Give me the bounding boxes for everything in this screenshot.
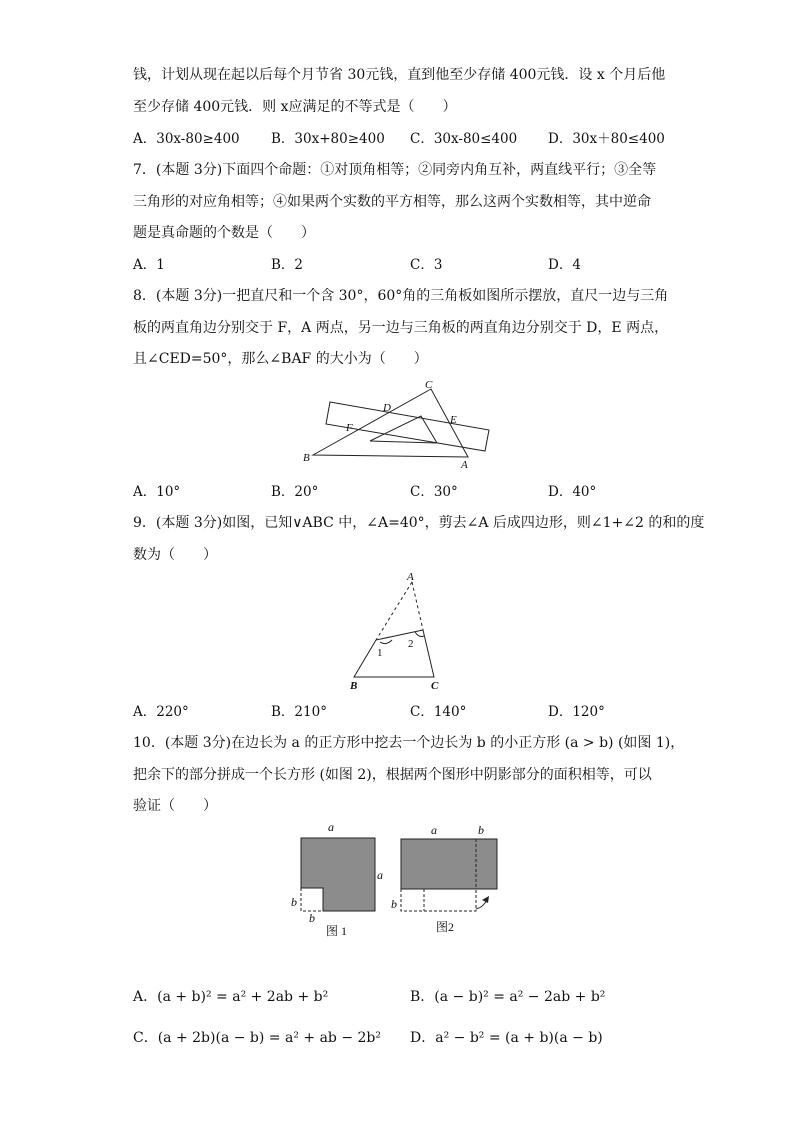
q9-label-b: B	[350, 680, 358, 692]
q8-label-d: D	[383, 402, 391, 414]
q9-label-2: 2	[408, 638, 414, 650]
q6-option-b: B．30x+80≥400	[271, 131, 385, 147]
q8-line3: 且∠CED=50°，那么∠BAF 的大小为（ ）	[133, 351, 428, 367]
q8-label-a: A	[461, 459, 468, 471]
q8-label-c: C	[425, 379, 433, 391]
q10-fig1-caption: 图 1	[326, 924, 348, 938]
q10-fig2-label-top-a: a	[431, 823, 437, 837]
q8-ruler-triangle-figure	[296, 374, 496, 472]
q7-option-c: C．3	[410, 257, 443, 273]
q10-option-c: C．(a + 2b)(a − b) = a² + ab − 2b²	[133, 1030, 381, 1046]
q9-option-c: C．140°	[410, 704, 467, 720]
q7-option-a: A．1	[133, 257, 165, 273]
q7-line2: 三角形的对应角相等；④如果两个实数的平方相等，那么这两个实数相等，其中逆命	[133, 194, 651, 210]
q8-option-d: D．40°	[548, 484, 597, 500]
q6-line2: 至少存储 400元钱．则 x应满足的不等式是（ ）	[133, 99, 457, 115]
q9-label-a: A	[407, 571, 414, 583]
q10-fig1-label-top-a: a	[328, 820, 334, 834]
q10-line1: 10．(本题 3分)在边长为 a 的正方形中挖去一个边长为 b 的小正方形 (a > b) (如图 1)，	[133, 735, 685, 751]
q10-fig1-label-bottom-b: b	[309, 911, 315, 925]
q9-label-1: 1	[377, 647, 383, 659]
q10-line2: 把余下的部分拼成一个长方形 (如图 2)，根据两个图形中阴影部分的面积相等，可以	[133, 767, 652, 783]
q8-option-c: C．30°	[410, 484, 458, 500]
q6-line1: 钱，计划从现在起以后每个月节省 30元钱，直到他至少存储 400元钱．设 x 个月后他	[133, 67, 666, 83]
q8-label-e: E	[450, 414, 457, 426]
q10-fig1-label-left-b: b	[291, 895, 297, 909]
q6-option-d: D．30x＋80≤400	[548, 131, 665, 147]
q10-fig2-caption: 图2	[436, 920, 455, 934]
q7-line1: 7．(本题 3分)下面四个命题：①对顶角相等；②同旁内角互补，两直线平行；③全等	[133, 162, 657, 178]
q10-line3: 验证（ ）	[133, 798, 217, 814]
q10-option-d: D．a² − b² = (a + b)(a − b)	[410, 1030, 603, 1046]
q10-fig1-label-right-a: a	[377, 868, 383, 882]
q8-line2: 板的两直角边分别交于 F，A 两点，另一边与三角板的两直角边分别交于 D，E 两点，	[133, 320, 669, 336]
q9-option-d: D．120°	[548, 704, 605, 720]
q7-line3: 题是真命题的个数是（ ）	[133, 225, 315, 241]
q10-option-a: A．(a + b)² = a² + 2ab + b²	[133, 989, 329, 1005]
q9-option-a: A．220°	[133, 704, 189, 720]
q10-fig2-shaded-rectangle	[401, 839, 497, 889]
q9-quadrilateral	[354, 630, 434, 677]
q7-option-d: D．4	[548, 257, 581, 273]
q8-option-a: A．10°	[133, 484, 181, 500]
q8-label-f: F	[346, 422, 353, 434]
q10-fig2-label-left-b: b	[391, 897, 397, 911]
q8-option-b: B．20°	[271, 484, 319, 500]
q7-option-b: B．2	[271, 257, 304, 273]
q10-figure-1	[285, 818, 385, 940]
q8-outer-triangle	[313, 389, 468, 457]
q6-option-c: C．30x-80≤400	[410, 131, 518, 147]
q10-figure-2	[388, 818, 503, 940]
q9-line1: 9．(本题 3分)如图，已知∨ABC 中，∠A=40°，剪去∠A 后成四边形，则∠1+∠2 的和的度	[133, 515, 705, 531]
q10-fig1-shaded-region	[301, 838, 375, 911]
q8-inner-triangle	[370, 416, 437, 443]
q10-option-b: B．(a − b)² = a² − 2ab + b²	[410, 989, 606, 1005]
q8-label-b: B	[303, 452, 310, 464]
q6-option-a: A．30x-80≥400	[133, 131, 240, 147]
q9-line2: 数为（ ）	[133, 547, 217, 563]
q9-label-c: C	[431, 680, 439, 692]
q9-option-b: B．210°	[271, 704, 327, 720]
q8-line1: 8．(本题 3分)一把直尺和一个含 30°，60°角的三角板如图所示摆放，直尺一边与三角	[133, 288, 669, 304]
q9-cut-triangle-figure	[345, 568, 445, 693]
q10-fig2-label-top-b: b	[478, 823, 484, 837]
